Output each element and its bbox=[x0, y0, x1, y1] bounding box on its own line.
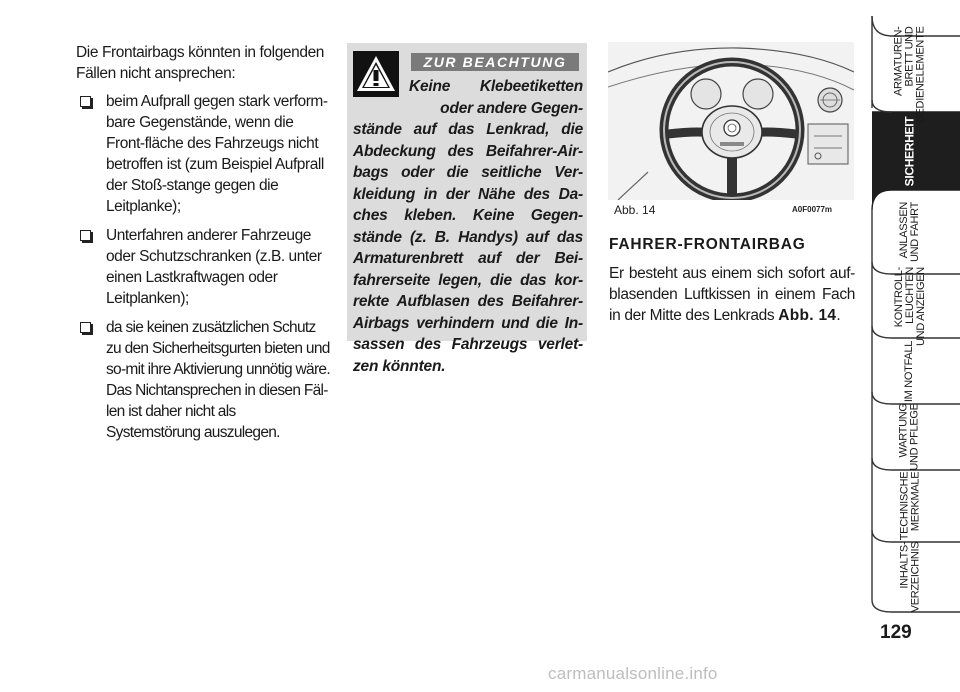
tab-label: KONTROLL- LEUCHTEN UND ANZEIGEN bbox=[892, 266, 927, 346]
tab-technische-merkmale[interactable] bbox=[870, 472, 960, 540]
tab-label: TECHNISCHE MERKMALE bbox=[898, 471, 922, 541]
list-item: beim Aufprall gegen stark verform-bare Gegenstände, wenn die Front-fläche des Fahrzeugs nicht betroffen ist (zum Beispiel Aufprall der Stoß-stange gegen die Leitplanke); bbox=[76, 91, 330, 217]
tab-kontrollleuchten[interactable] bbox=[870, 266, 960, 346]
figure-caption: Abb. 14 bbox=[614, 203, 656, 217]
figure-code: A0F0077m bbox=[792, 205, 833, 214]
tab-inhaltsverzeichnis[interactable] bbox=[870, 541, 960, 613]
tab-im-notfall[interactable] bbox=[870, 340, 960, 402]
list-item: da sie keinen zusätzlichen Schutz zu den Sicherheitsgurten bieten und so-mit ihre Aktivierung unnötig wäre. Das Nichtansprechen in diesen Fäl-len ist daher nicht als Systemstörung auszulegen. bbox=[76, 317, 330, 443]
section-title: FAHRER-FRONTAIRBAG bbox=[609, 236, 806, 253]
chapter-sidebar bbox=[870, 0, 960, 692]
page-number: 129 bbox=[880, 622, 912, 643]
warning-line: oder andere Gegen- bbox=[440, 99, 583, 117]
checkbox-bullet-icon bbox=[80, 96, 91, 107]
section-body: Er besteht aus einem sich sofort auf-blasenden Luftkissen in einem Fach in der Mitte des Lenkrads Abb. 14. bbox=[609, 265, 855, 324]
warning-body: stände auf das Lenkrad, die Abdeckung des Beifahrer-Air-bags oder die seitliche Ver-kleidung in der Nähe des Da-ches kleben. Keine Gegen-stände (z. B. Handys) auf das Armaturenbrett auf der Bei-fahrerseite legen, die das kor-rekte Aufblasen des Beifahrer-Airbags verhindern und die In-sassen des Fahrzeugs verlet-zen könnten. bbox=[353, 121, 583, 375]
warning-box bbox=[347, 43, 587, 375]
warning-line: Keine Klebeetiketten bbox=[409, 78, 583, 95]
non-deployment-list bbox=[76, 91, 330, 443]
tab-label: INHALTS- VERZEICHNIS bbox=[898, 541, 921, 613]
tab-anlassen[interactable] bbox=[870, 192, 960, 272]
checkbox-bullet-icon bbox=[80, 322, 91, 333]
steering-wheel-figure bbox=[608, 42, 854, 200]
tab-label: SICHERHEIT bbox=[902, 116, 917, 186]
left-text-column bbox=[76, 42, 330, 451]
tab-label: WARTUNG UND PFLEGE bbox=[898, 403, 922, 471]
warning-text bbox=[353, 76, 583, 377]
tab-sicherheit[interactable] bbox=[870, 112, 960, 190]
tab-wartung[interactable] bbox=[870, 403, 960, 471]
warning-header: ZUR BEACHTUNG bbox=[411, 53, 579, 71]
steering-wheel-illustration bbox=[608, 42, 854, 200]
tab-label: ANLASSEN UND FAHRT bbox=[898, 201, 922, 263]
list-item: Unterfahren anderer Fahrzeuge oder Schutzschranken (z.B. unter einen Lastkraftwagen oder Leitplanken); bbox=[76, 225, 330, 309]
watermark: carmanualsonline.info bbox=[548, 664, 718, 683]
tab-label: IM NOTFALL bbox=[903, 340, 916, 402]
tab-label: ARMATUREN- BRETT UND BEDIENELEMENTE bbox=[892, 25, 927, 123]
figure-reference: Abb. 14 bbox=[778, 307, 837, 324]
intro-paragraph: Die Frontairbags könnten in folgenden Fällen nicht ansprechen: bbox=[76, 44, 325, 82]
tab-armaturenbrett[interactable] bbox=[870, 25, 960, 123]
checkbox-bullet-icon bbox=[80, 230, 91, 241]
